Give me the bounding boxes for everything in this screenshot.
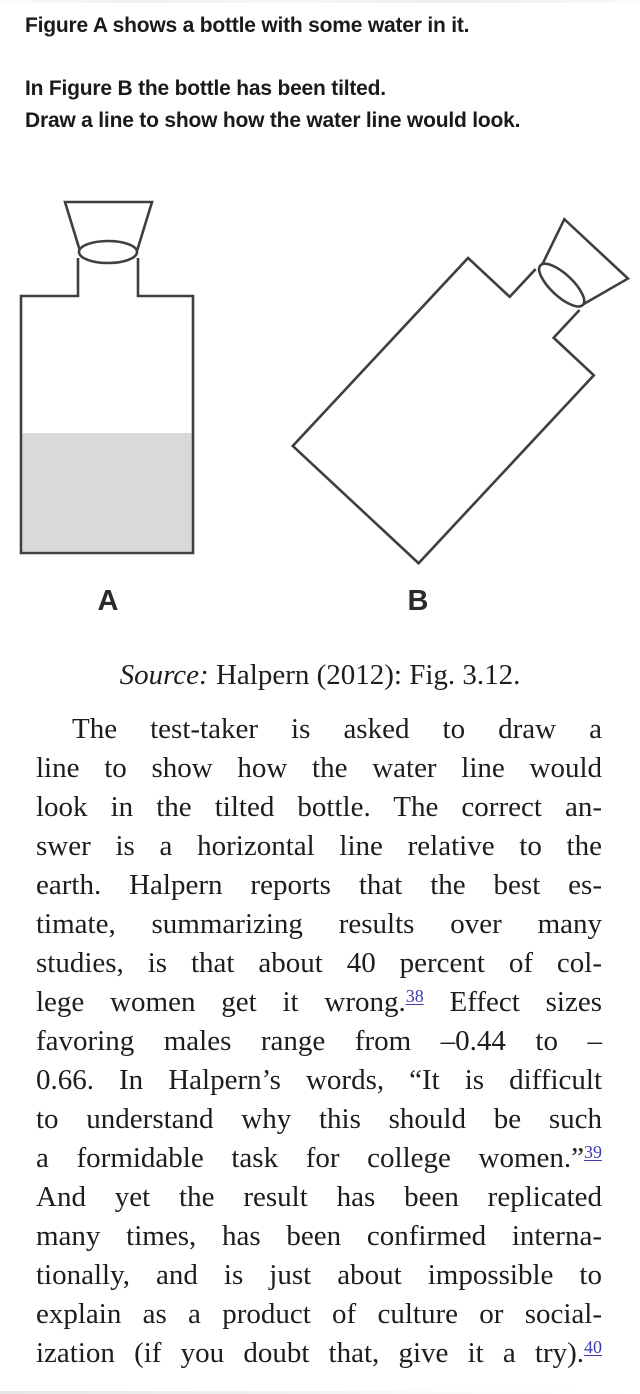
footnote-link-40[interactable]: 40 xyxy=(584,1337,602,1358)
paragraph-text: swer is a horizontal line relative to the xyxy=(36,830,602,862)
paragraph-text: 0.66. In Halpern’s words, “It is difficult xyxy=(36,1064,602,1096)
prompt-line-1: Figure A shows a bottle with some water in it. xyxy=(25,14,470,37)
water-fill xyxy=(23,433,192,552)
paragraph-text: tionally, and is just about impossible to xyxy=(36,1259,602,1291)
paragraph-text: to understand why this should be such xyxy=(36,1103,602,1135)
paragraph-line xyxy=(36,866,602,905)
paragraph-line xyxy=(36,788,602,827)
paragraph-text: The test-taker is asked to draw a xyxy=(72,713,602,745)
paragraph-text: a formidable task for college women.” xyxy=(36,1142,585,1174)
paragraph-text: timate, summarizing results over many xyxy=(36,908,602,940)
source-caption xyxy=(0,659,640,692)
paragraph-line xyxy=(36,1022,602,1061)
bottle-b-drawing xyxy=(293,189,640,563)
paragraph-text: ization (if you doubt that, give it a try). xyxy=(36,1337,585,1369)
figure-label-a: A xyxy=(97,585,119,617)
paragraph-text: And yet the result has been replicated xyxy=(36,1181,602,1213)
paragraph-line xyxy=(36,905,602,944)
paragraph-text: favoring males range from –0.44 to – xyxy=(36,1025,602,1057)
paragraph-text: explain as a product of culture or social- xyxy=(36,1298,602,1330)
paragraph-line xyxy=(36,1295,602,1334)
paragraph-line xyxy=(36,1178,602,1217)
paragraph-text: line to show how the water line would xyxy=(36,752,602,784)
paragraph-line xyxy=(36,1256,602,1295)
paragraph-line xyxy=(36,1334,602,1373)
prompt-line-2: In Figure B the bottle has been tilted. xyxy=(25,77,386,100)
paragraph-text: earth. Halpern reports that the best es- xyxy=(36,869,602,901)
body-paragraph xyxy=(36,710,602,1373)
source-label: Source: xyxy=(119,659,209,691)
paragraph-line xyxy=(36,749,602,788)
paragraph-line xyxy=(36,1217,602,1256)
prompt-line-3: Draw a line to show how the water line would look. xyxy=(25,109,521,132)
paragraph-text: look in the tilted bottle. The correct an- xyxy=(36,791,602,823)
paragraph-line xyxy=(36,1139,602,1178)
paragraph-line xyxy=(36,1061,602,1100)
paragraph-text: lege women get it wrong. xyxy=(36,986,406,1018)
water-level-task-figure xyxy=(0,0,640,650)
footnote-link-38[interactable]: 38 xyxy=(405,986,424,1007)
paragraph-line xyxy=(36,983,602,1022)
paragraph-text: studies, is that about 40 percent of col- xyxy=(36,947,602,979)
paragraph-text: Effect sizes xyxy=(423,986,602,1018)
figure-label-b: B xyxy=(407,585,429,617)
source-citation: Halpern (2012): Fig. 3.12. xyxy=(208,659,521,691)
paragraph-text: many times, has been confirmed interna- xyxy=(36,1220,602,1252)
paragraph-line xyxy=(36,710,602,749)
paragraph-line xyxy=(36,827,602,866)
paragraph-line xyxy=(36,944,602,983)
footnote-link-39[interactable]: 39 xyxy=(584,1142,602,1163)
paragraph-line xyxy=(36,1100,602,1139)
